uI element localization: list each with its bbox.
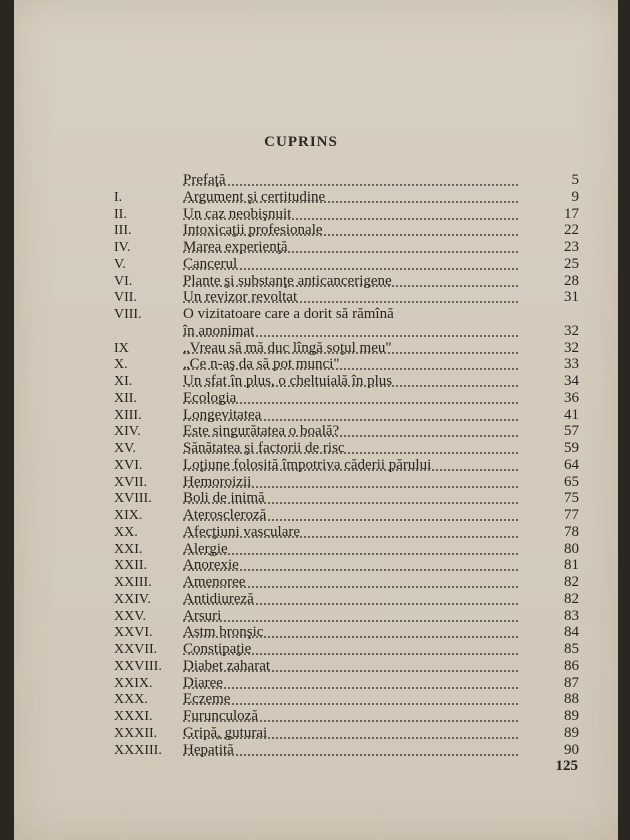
toc-entry [0, 691, 630, 708]
chapter-page: 65 [564, 473, 579, 490]
chapter-title: Cancerul [183, 255, 238, 272]
chapter-title: Diabet zaharat [183, 657, 271, 674]
chapter-number: IV. [114, 240, 131, 255]
chapter-page: 32 [564, 339, 579, 356]
chapter-title: Alergie [183, 540, 228, 557]
chapter-page: 36 [564, 389, 579, 406]
toc-entry [0, 390, 630, 407]
chapter-title: Argument şi certitudine [183, 188, 326, 205]
chapter-number: XV. [114, 441, 136, 456]
chapter-page: 75 [564, 490, 579, 507]
chapter-page: 9 [571, 188, 579, 205]
chapter-title: Marea experienţă [183, 239, 288, 255]
toc-entry [0, 725, 630, 742]
chapter-number: XXI. [114, 541, 143, 557]
toc-entry [0, 490, 630, 507]
chapter-page: 90 [564, 741, 579, 758]
toc-entry [0, 206, 630, 223]
chapter-number: XII. [114, 390, 137, 406]
chapter-title: Hemoroizii [183, 473, 252, 490]
toc-entry [0, 474, 630, 491]
chapter-title: Un revizor revoltat [183, 289, 298, 306]
toc-entry [0, 457, 630, 474]
chapter-number: XX. [114, 524, 138, 540]
chapter-page: 82 [564, 590, 579, 607]
chapter-number: XXVI. [114, 625, 153, 641]
chapter-number: XXIX. [114, 675, 153, 691]
chapter-title: Sănătatea şi factorii de risc [183, 440, 345, 456]
chapter-title: „Ce n-aş da să pot munci" [183, 356, 340, 373]
chapter-page: 86 [564, 657, 579, 674]
chapter-number: XXVIII. [114, 658, 162, 674]
chapter-title: Antidiureză [183, 590, 254, 607]
chapter-title: Ecologia [183, 389, 237, 406]
page-title: CUPRINS [264, 134, 338, 150]
chapter-title: Intoxicaţii profesionale [183, 222, 323, 239]
chapter-number: XXXII. [114, 725, 158, 741]
chapter-page: 84 [564, 624, 579, 641]
chapter-page: 89 [564, 708, 579, 724]
chapter-page: 81 [564, 557, 579, 574]
chapter-title: Prefaţă [183, 172, 226, 188]
chapter-page: 17 [564, 205, 579, 222]
toc-entry [0, 189, 630, 206]
toc-entry [0, 507, 630, 524]
chapter-number: XIII. [114, 407, 142, 423]
toc-entry [0, 423, 630, 440]
chapter-title: Gripă, guturai [183, 724, 268, 741]
chapter-title: Furunculoză [183, 708, 258, 724]
chapter-number: XVII. [114, 474, 148, 490]
chapter-number: VI. [114, 273, 133, 289]
toc-entry [0, 591, 630, 608]
chapter-number: I. [114, 189, 123, 205]
chapter-number: XXVII. [114, 642, 158, 657]
chapter-title: Boli de inimă [183, 490, 265, 507]
chapter-title: Constipaţie [183, 641, 252, 657]
toc-entry [0, 608, 630, 625]
chapter-title: Astm bronşic [183, 624, 264, 641]
toc-entry [0, 675, 630, 692]
toc-entry [0, 239, 630, 256]
chapter-number: X. [114, 357, 128, 373]
chapter-number: XXII. [114, 558, 148, 574]
chapter-number: III. [114, 223, 132, 239]
toc-entry [0, 742, 630, 759]
chapter-page: 78 [564, 523, 579, 540]
chapter-title: Un caz neobişnuit [183, 205, 292, 222]
chapter-number: XIX. [114, 508, 143, 523]
chapter-page: 33 [564, 356, 579, 373]
chapter-title: Eczeme [183, 691, 231, 708]
toc-entry [0, 541, 630, 558]
chapter-number: V. [114, 256, 126, 272]
chapter-page: 5 [571, 172, 579, 188]
toc-entry [0, 222, 630, 239]
chapter-page: 89 [564, 724, 579, 741]
chapter-title: Ateroscleroză [183, 507, 267, 523]
chapter-page: 59 [564, 440, 579, 456]
toc-entry [0, 306, 630, 323]
toc-entry [0, 356, 630, 373]
chapter-title: Afecţiuni vasculare [183, 523, 301, 540]
chapter-page: 87 [564, 674, 579, 691]
toc-entry [0, 407, 630, 424]
toc-entry [0, 624, 630, 641]
chapter-title: Amenoree [183, 574, 246, 590]
chapter-title: Anorexie [183, 557, 239, 574]
toc-entry [0, 273, 630, 290]
chapter-number: XXX. [114, 692, 148, 708]
chapter-page: 64 [564, 456, 579, 473]
toc-entry [0, 557, 630, 574]
toc-entry [0, 256, 630, 273]
toc-entry [0, 574, 630, 591]
chapter-page: 85 [564, 641, 579, 657]
toc-entry [0, 641, 630, 658]
chapter-title: Hepatită [183, 741, 234, 758]
chapter-title: „Vreau să mă duc lîngă soţul meu" [183, 339, 392, 356]
chapter-page: 57 [564, 423, 579, 440]
toc-entry [0, 323, 630, 340]
chapter-page: 80 [564, 540, 579, 557]
chapter-number: XXIII. [114, 575, 152, 590]
toc-entry [0, 658, 630, 675]
chapter-number: XI. [114, 374, 133, 389]
chapter-page: 31 [564, 289, 579, 306]
chapter-title: Diaree [183, 674, 223, 691]
chapter-page: 88 [564, 691, 579, 708]
toc-entry [0, 373, 630, 390]
chapter-page: 23 [564, 239, 579, 255]
chapter-number: XVIII. [114, 491, 152, 507]
chapter-page: 34 [564, 373, 579, 389]
chapter-number: XXXIII. [114, 742, 162, 758]
chapter-page: 77 [564, 507, 579, 523]
chapter-number: VIII. [114, 307, 142, 322]
chapter-number: XXV. [114, 608, 147, 624]
chapter-page: 82 [564, 574, 579, 590]
toc-entry [0, 708, 630, 725]
chapter-title: Un sfat în plus, o cheltuială în plus [183, 373, 393, 389]
toc-entry [0, 340, 630, 357]
chapter-number: XXXI. [114, 709, 153, 724]
chapter-number: XVI. [114, 457, 143, 473]
chapter-title: Este singurătatea o boală? [183, 423, 340, 440]
chapter-number: VII. [114, 290, 137, 306]
chapter-title: Loţiune folosită împotriva căderii părului [183, 456, 432, 473]
chapter-title: Arsuri [183, 607, 222, 624]
chapter-page: 83 [564, 607, 579, 624]
toc-entry [0, 172, 630, 189]
chapter-page: 41 [564, 406, 579, 423]
chapter-page: 25 [564, 255, 579, 272]
chapter-title: Plante şi substanţe anticancerigene [183, 272, 392, 289]
toc-entry [0, 440, 630, 457]
chapter-number: II. [114, 206, 127, 222]
chapter-title: în anonimat [183, 322, 255, 339]
chapter-title: O vizitatoare care a dorit să rămînă [183, 306, 394, 322]
chapter-page: 22 [564, 222, 579, 239]
chapter-number: XIV. [114, 424, 141, 440]
chapter-number: IX [114, 340, 129, 356]
page-number: 125 [555, 758, 578, 774]
chapter-page: 32 [564, 322, 579, 339]
chapter-page: 28 [564, 272, 579, 289]
toc-entry [0, 524, 630, 541]
chapter-number: XXIV. [114, 591, 151, 607]
chapter-title: Longevitatea [183, 406, 262, 423]
toc-entry [0, 289, 630, 306]
